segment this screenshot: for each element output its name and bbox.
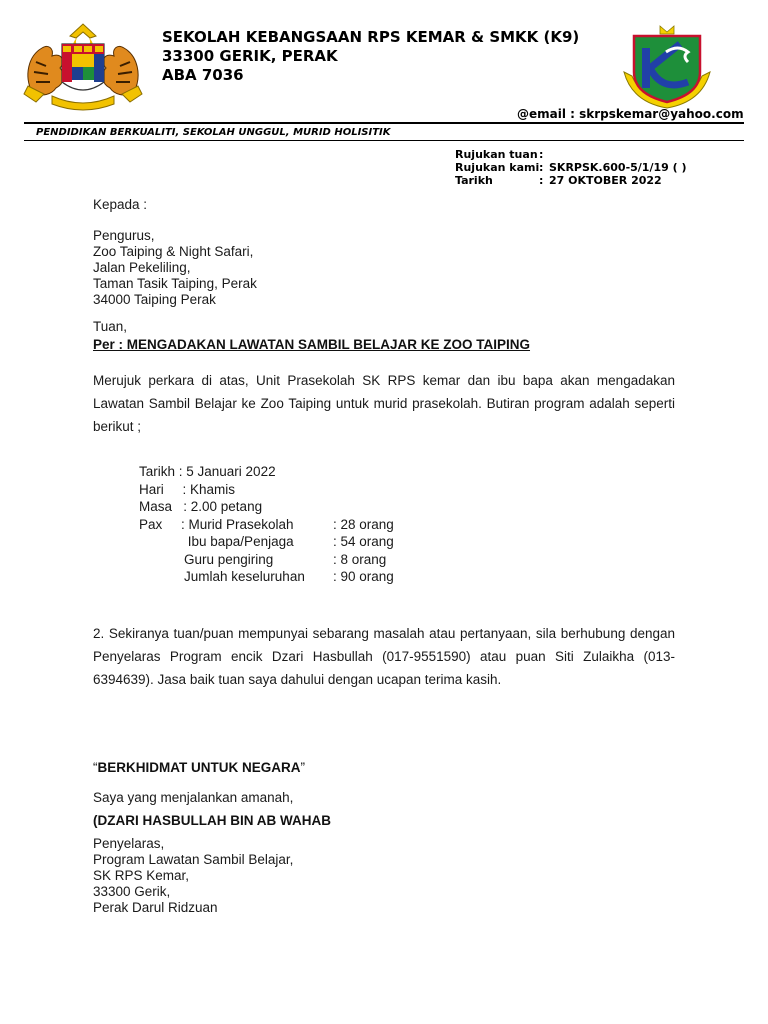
- signer-line: Program Lawatan Sambil Belajar,: [93, 852, 294, 867]
- reference-label: Tarikh: [455, 174, 493, 187]
- paragraph-intro: Merujuk perkara di atas, Unit Prasekolah SK RPS kemar dan ibu bapa akan mengadakan Lawatan Sambil Belajar ke Zoo Taiping untuk murid prasekolah. Butiran program adalah seperti berikut ;: [93, 373, 675, 434]
- address-line: Taman Tasik Taiping, Perak: [93, 276, 257, 291]
- address-line: Pengurus,: [93, 228, 155, 243]
- detail-row: [139, 552, 394, 570]
- detail-label: Guru pengiring: [139, 551, 274, 567]
- detail-value: : 28 orang: [333, 516, 394, 532]
- school-address: 33300 GERIK, PERAK: [162, 47, 338, 65]
- greeting: Tuan,: [93, 319, 128, 334]
- header-divider-top: [24, 122, 744, 124]
- signer-line: Perak Darul Ridzuan: [93, 900, 218, 915]
- detail-label: Pax : Murid Prasekolah: [139, 516, 294, 532]
- detail-value: : 8 orang: [333, 551, 387, 567]
- detail-label: Masa : 2.00 petang: [139, 499, 263, 514]
- reference-value: 27 OKTOBER 2022: [549, 174, 662, 187]
- address-line: Jalan Pekeliling,: [93, 260, 191, 275]
- reference-label: Rujukan tuan: [455, 148, 538, 161]
- school-name: SEKOLAH KEBANGSAAN RPS KEMAR & SMKK (K9): [162, 28, 580, 46]
- address-line: Zoo Taiping & Night Safari,: [93, 244, 254, 259]
- detail-label: Ibu bapa/Penjaga: [139, 534, 294, 549]
- letter-subject: Per : MENGADAKAN LAWATAN SAMBIL BELAJAR KE ZOO TAIPING: [93, 337, 531, 352]
- reference-row: Rujukan tuan :: [455, 148, 544, 161]
- recipient-heading: Kepada :: [93, 197, 148, 212]
- signer-name: (DZARI HASBULLAH BIN AB WAHAB: [93, 813, 331, 828]
- detail-value: : 90 orang: [333, 569, 394, 584]
- detail-row: [139, 499, 394, 517]
- national-coat-of-arms-icon: [22, 22, 144, 114]
- slogan-text: BERKHIDMAT UNTUK NEGARA: [97, 760, 301, 775]
- school-motto: PENDIDIKAN BERKUALITI, SEKOLAH UNGGUL, MURID HOLISITIK: [36, 127, 391, 138]
- slogan-close-quote: ”: [300, 760, 305, 775]
- detail-row: [139, 464, 394, 482]
- reference-row: Tarikh : 27 OKTOBER 2022: [455, 174, 662, 187]
- signer-line: Penyelaras,: [93, 836, 165, 851]
- detail-row: [139, 517, 394, 535]
- slogan-open-quote: “: [93, 760, 98, 775]
- detail-label: Tarikh : 5 Januari 2022: [139, 464, 276, 479]
- letterhead-text: [162, 28, 579, 85]
- signer-line: SK RPS Kemar,: [93, 868, 190, 883]
- detail-row: [139, 569, 394, 587]
- trust-line: Saya yang menjalankan amanah,: [93, 790, 294, 805]
- reference-value: SKRPSK.600-5/1/19 ( ): [549, 161, 687, 174]
- detail-label: Hari : Khamis: [139, 481, 236, 497]
- paragraph-contact: 2. Sekiranya tuan/puan mempunyai sebarang masalah atau pertanyaan, sila berhubung dengan Penyelaras Program encik Dzari Hasbullah (017-9551590) atau puan Siti Zulaikha (013-6394639). Jasa baik tuan saya dahului dengan ucapan terima kasih.: [93, 626, 675, 687]
- school-badge-icon: [622, 22, 712, 114]
- slogan: [93, 760, 305, 775]
- recipient-address: [93, 228, 257, 308]
- reference-row: Rujukan kami : SKRPSK.600-5/1/19 ( ): [455, 161, 687, 174]
- header-divider-bottom: [24, 140, 744, 141]
- reference-label: Rujukan kami: [455, 161, 540, 174]
- reference-block: [455, 148, 687, 187]
- detail-row: [139, 534, 394, 552]
- detail-row: [139, 482, 394, 500]
- signer-line: 33300 Gerik,: [93, 884, 171, 899]
- signer-details: [93, 836, 293, 916]
- school-email: @email : skrpskemar@yahoo.com: [517, 107, 744, 121]
- program-details: [139, 464, 394, 587]
- detail-value: : 54 orang: [333, 534, 394, 549]
- detail-label: Jumlah keseluruhan: [139, 569, 305, 584]
- school-code: ABA 7036: [162, 66, 244, 84]
- address-line: 34000 Taiping Perak: [93, 292, 216, 307]
